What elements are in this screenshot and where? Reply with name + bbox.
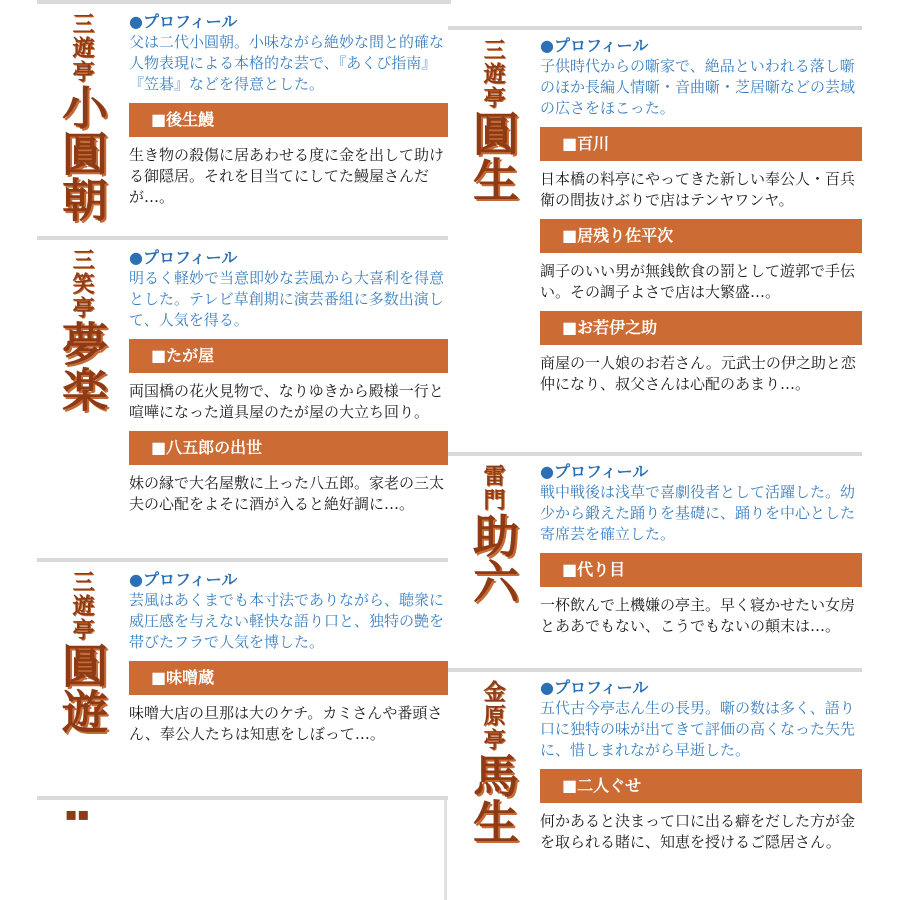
story-summary: 調子のいい男が無銭飲食の罰として遊郭で手伝い。その調子よさで店は大繁盛…。 xyxy=(540,262,856,301)
profile-heading: ●プロフィール xyxy=(540,678,649,697)
profile-text: 五代古今亭志ん生の長男。噺の数は多く、語り口に独特の味が出てきて評価の高くなった矢先に、惜しまれながら早逝した。 xyxy=(540,699,856,759)
performer-content xyxy=(129,240,451,515)
story-summary: 味噌大店の旦那は大のケチ。カミさんや番頭さん、奉公人たちは知恵をしぼって…。 xyxy=(129,704,443,743)
story-title-bar[interactable]: ■味噌蔵 xyxy=(129,661,451,695)
profile-heading: ●プロフィール xyxy=(129,248,238,267)
profile-heading: ●プロフィール xyxy=(129,570,238,589)
performer-house-name: 金原亭 xyxy=(480,680,506,752)
portrait-fragment-icon: ▪▪ xyxy=(65,804,90,825)
profile-text: 明るく軽妙で当意即妙な芸風から大喜利を得意とした。テレビ草創期に演芸番組に多数出演して、人気を得る。 xyxy=(129,269,445,329)
story-summary: 妹の縁で大名屋敷に上った八五郎。家老の三太夫の心配をよそに酒が入ると絶好調に…。 xyxy=(129,474,445,513)
performer-portrait xyxy=(37,240,127,558)
story-title-bar[interactable]: ■二人ぐせ xyxy=(540,769,862,803)
performer-content xyxy=(129,562,451,745)
performer-content xyxy=(540,456,862,637)
profile-text: 芸風はあくまでも本寸法でありながら、聴衆に威圧感を与えない軽快な語り口と、独特の艶を帯びたフラで人気を博した。 xyxy=(129,591,445,651)
performer-content xyxy=(129,4,451,208)
profile-text: 戦中戦後は浅草で喜劇役者として活躍した。幼少から鍛えた踊りを基礎に、踊りを中心とした寄席芸を確立した。 xyxy=(540,483,856,543)
performer-portrait xyxy=(448,30,538,452)
performer-name: 圓遊 xyxy=(55,642,109,734)
performer-portrait xyxy=(448,456,538,668)
performer-content xyxy=(540,30,862,395)
performer-name: 夢楽 xyxy=(55,320,109,412)
right-column xyxy=(448,26,862,900)
story-summary: 両国橋の花火見物で、なりゆきから殿様一行と喧嘩になった道具屋のたが屋の大立ち回り。 xyxy=(129,382,444,421)
performer-portrait xyxy=(448,672,538,900)
profile-heading: ●プロフィール xyxy=(540,462,649,481)
performer-house-name: 三笑亭 xyxy=(69,248,95,320)
performer-entry xyxy=(448,452,862,668)
performer-portrait xyxy=(37,4,127,236)
performer-name: 馬生 xyxy=(466,752,520,844)
story-summary: 何かあると決まって口に出る癖をだした方が金を取られる賭に、知恵を授けるご隠居さん。 xyxy=(540,812,856,851)
story-title-bar[interactable]: ■代り目 xyxy=(540,553,862,587)
story-title-bar[interactable]: ■居残り佐平次 xyxy=(540,219,862,253)
story-summary: 一杯飲んで上機嫌の亭主。早く寝かせたい女房とああでもない、こうでもないの顛末は…。 xyxy=(540,596,856,635)
profile-heading: ●プロフィール xyxy=(540,36,649,55)
story-title-bar[interactable]: ■後生鰻 xyxy=(129,103,451,137)
story-title-bar[interactable]: ■たが屋 xyxy=(129,339,451,373)
story-summary: 商屋の一人娘のお若さん。元武士の伊之助と恋仲になり、叔父さんは心配のあまり…。 xyxy=(540,354,856,393)
profile-text: 父は二代小圓朝。小味ながら絶妙な間と的確な人物表現による本格的な芸で、『あくび指南』『笠碁』などを得意とした。 xyxy=(129,33,445,93)
story-summary: 日本橋の料亭にやってきた新しい奉公人・百兵衛の間抜けぶりで店はテンヤワンヤ。 xyxy=(540,170,856,209)
performer-name: 助六 xyxy=(466,512,520,604)
performer-portrait xyxy=(37,562,127,796)
left-column xyxy=(37,0,451,840)
story-summary: 生き物の殺傷に居あわせる度に金を出して助ける御隠居。それを目当てにしてた鰻屋さんだが…。 xyxy=(129,146,445,206)
performer-entry xyxy=(448,668,862,900)
story-title-bar[interactable]: ■お若伊之助 xyxy=(540,311,862,345)
performer-entry xyxy=(37,236,451,558)
performer-house-name: 三遊亭 xyxy=(69,570,95,642)
performer-entry xyxy=(37,558,451,796)
profile-heading: ●プロフィール xyxy=(129,12,238,31)
performer-content xyxy=(540,672,862,853)
performer-entry xyxy=(448,26,862,452)
performer-entry-partial xyxy=(37,796,451,840)
performer-name: 圓生 xyxy=(466,110,520,202)
performer-name: 小圓朝 xyxy=(55,84,109,222)
story-title-bar[interactable]: ■八五郎の出世 xyxy=(129,431,451,465)
performer-house-name: 三遊亭 xyxy=(480,38,506,110)
performer-house-name: 三遊亭 xyxy=(69,12,95,84)
performer-house-name: 雷門 xyxy=(480,464,506,512)
story-title-bar[interactable]: ■百川 xyxy=(540,127,862,161)
performer-entry xyxy=(37,0,451,236)
profile-text: 子供時代からの噺家で、絶品といわれる落し噺のほか長編人情噺・音曲噺・芝居噺などの芸域の広さをほこった。 xyxy=(540,57,856,117)
